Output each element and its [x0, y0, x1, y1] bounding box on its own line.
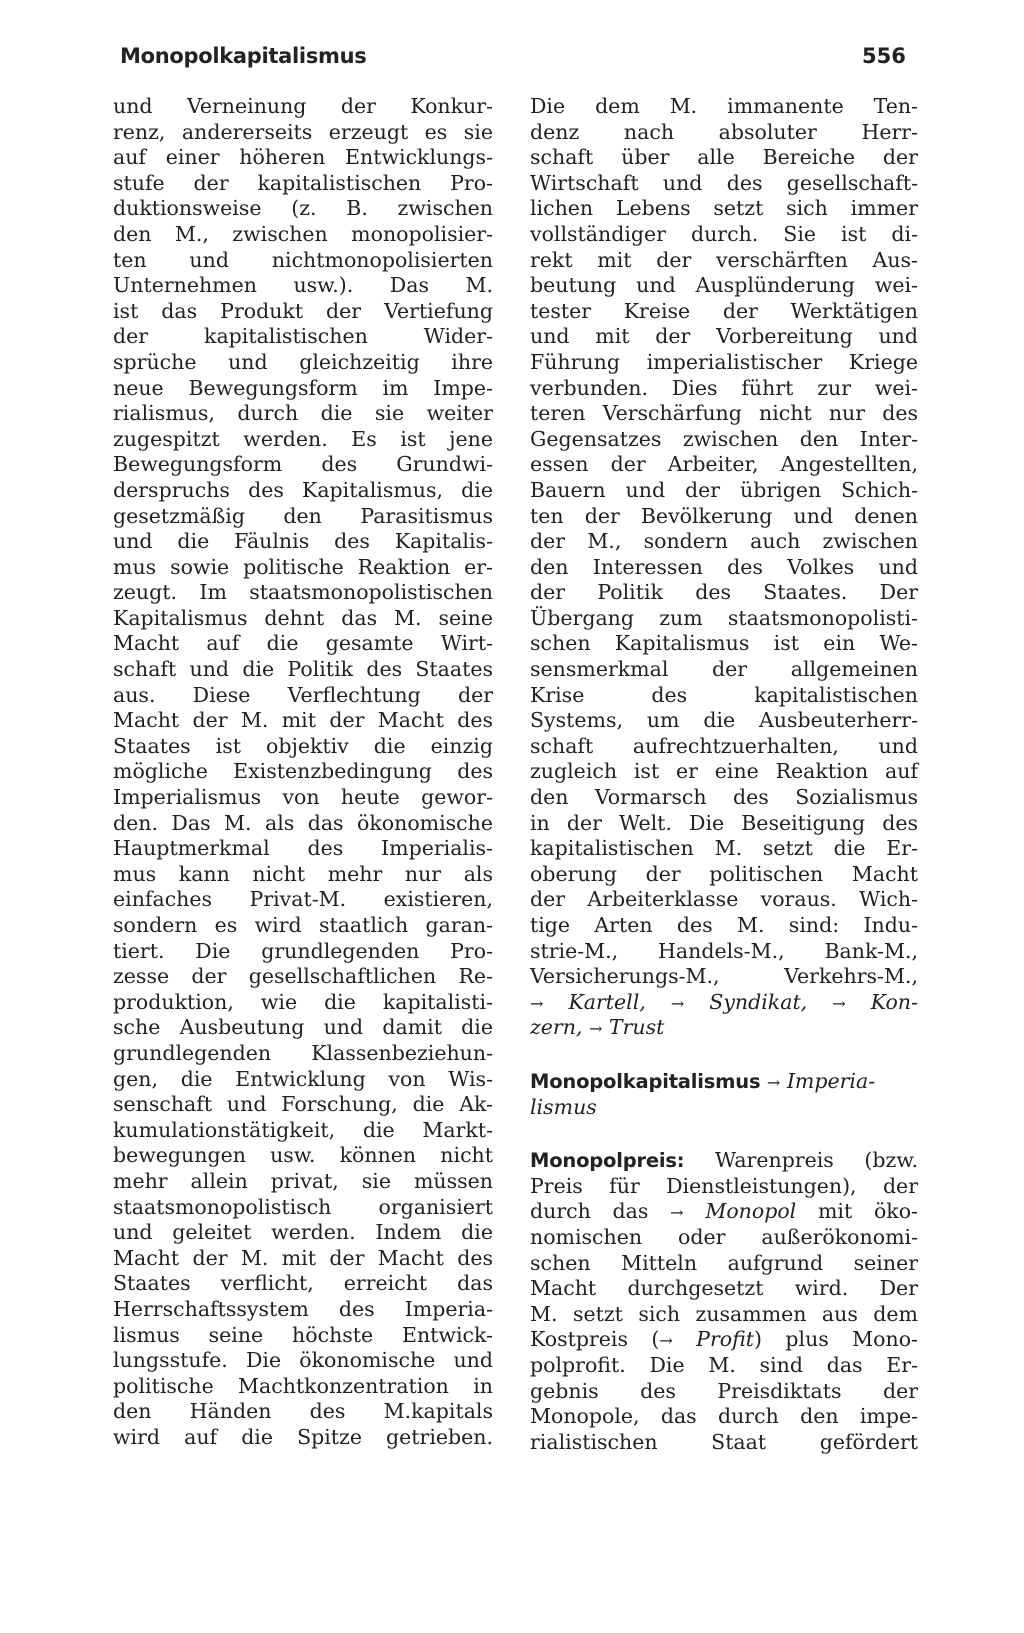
- page-number: 556: [862, 44, 906, 68]
- text-line: sondern es wird staatlich garan-: [113, 913, 493, 937]
- text-line: renz, andererseits erzeugt es sie: [113, 119, 493, 144]
- text-line: Macht durchgesetzt wird. Der: [530, 1276, 918, 1301]
- text-line: und Verneinung der Konkur-: [113, 94, 493, 118]
- text-line: auf einer höheren Entwicklungs-: [113, 145, 493, 170]
- text-line: den Händen des M.kapitals: [113, 1399, 493, 1424]
- text-line: der kapitalistischen Wider-: [113, 324, 493, 349]
- text-line: mus sowie politische Reaktion er-: [113, 554, 493, 579]
- text-line: und mit der Vorbereitung und: [530, 324, 918, 349]
- text-line: schaft und die Politik des Staates: [113, 657, 493, 682]
- text-line: Macht der M. mit der Macht des: [113, 1245, 493, 1270]
- text-line: sche Ausbeutung und damit die: [113, 1015, 493, 1040]
- text-line: Preis für Dienstleistungen), der: [530, 1173, 918, 1198]
- text-line: Übergang zum staatsmonopolisti-: [530, 605, 918, 630]
- text-line: staatsmonopolistisch organisiert: [113, 1194, 493, 1219]
- text-line: kumulationstätigkeit, die Markt-: [113, 1117, 493, 1142]
- text-line: ten und nichtmonopolisierten: [113, 247, 493, 272]
- entry-line: [530, 1095, 918, 1121]
- right-column: [530, 94, 918, 1455]
- text-line: neue Bewegungsform im Impe-: [113, 375, 493, 400]
- entry-monopolpreis: [530, 1148, 918, 1455]
- text-line: polprofit. Die M. sind das Er-: [530, 1352, 918, 1377]
- text-line: rialismus, durch die sie weiter: [113, 401, 493, 426]
- text-line: zugleich ist er eine Reaktion auf: [530, 759, 918, 784]
- text-line: den Interessen des Volkes und: [530, 554, 918, 579]
- crossref-konzern[interactable]: zern,: [530, 1015, 583, 1040]
- text-line: mögliche Existenzbedingung des: [113, 759, 493, 784]
- text-line: schaft über alle Bereiche der: [530, 145, 918, 170]
- crossref-line: [530, 990, 918, 1016]
- text-line: lungsstufe. Die ökonomische und: [113, 1348, 493, 1373]
- entry-line: [530, 1148, 918, 1174]
- text-line: Unternehmen usw.). Das M.: [113, 273, 493, 298]
- left-column: [113, 94, 493, 1450]
- text-line: schaft aufrechtzuerhalten, und: [530, 733, 918, 758]
- text-line: Kapitalismus dehnt das M. seine: [113, 605, 493, 630]
- text-line: tiert. Die grundlegenden Pro-: [113, 938, 493, 963]
- text-line: derspruchs des Kapitalismus, die: [113, 477, 493, 502]
- text-line: nomischen oder außerökonomi-: [530, 1224, 918, 1249]
- arrow-icon: →: [588, 1019, 603, 1039]
- crossref-imperialismus[interactable]: lismus: [530, 1094, 597, 1119]
- entry-text: ) plus Mono-: [754, 1327, 918, 1352]
- text-line: Herrschaftssystem des Imperia-: [113, 1296, 493, 1321]
- text-line: stufe der kapitalistischen Pro-: [113, 170, 493, 195]
- entry-term: Monopolpreis:: [530, 1149, 685, 1173]
- text-line: tige Arten des M. sind: Indu-: [530, 913, 918, 937]
- text-line: vollständiger durch. Sie ist di-: [530, 221, 918, 246]
- text-line: Monopole, das durch den impe-: [530, 1404, 918, 1429]
- text-line: beutung und Ausplünderung wei-: [530, 273, 918, 298]
- arrow-icon: →: [530, 993, 544, 1013]
- crossref-syndikat[interactable]: Syndikat,: [709, 989, 808, 1014]
- text-line: der M., sondern auch zwischen: [530, 529, 918, 554]
- text-line: essen der Arbeiter, Angestellten,: [530, 452, 918, 477]
- text-line: einfaches Privat-M. existieren,: [113, 887, 493, 912]
- text-line: gen, die Entwicklung von Wis-: [113, 1066, 493, 1091]
- text-line: den M., zwischen monopolisier-: [113, 221, 493, 246]
- arrow-icon: →: [832, 993, 846, 1013]
- text-line: schen Mitteln aufgrund seiner: [530, 1250, 918, 1275]
- entry-text: Warenpreis (bzw.: [715, 1148, 918, 1173]
- text-line: senschaft und Forschung, die Ak-: [113, 1092, 493, 1117]
- text-line: lismus seine höchste Entwick-: [113, 1322, 493, 1347]
- text-line: der Politik des Staates. Der: [530, 580, 918, 605]
- text-line: Versicherungs-M., Verkehrs-M.,: [530, 964, 918, 989]
- crossref-kartell[interactable]: Kartell,: [568, 989, 646, 1014]
- crossref-konzern[interactable]: Kon-: [870, 989, 918, 1014]
- entry-text: mit öko-: [817, 1199, 918, 1224]
- arrow-icon: →: [670, 1203, 684, 1223]
- entry-term: Monopolkapitalismus: [530, 1069, 761, 1093]
- text-line: und geleitet werden. Indem die: [113, 1220, 493, 1245]
- text-line: Die dem M. immanente Ten-: [530, 94, 918, 118]
- text-line: gebnis des Preisdiktats der: [530, 1378, 918, 1403]
- text-line: rialistischen Staat gefördert: [530, 1429, 918, 1454]
- text-line: strie-M., Handels-M., Bank-M.,: [530, 938, 918, 963]
- entry-text: Kostpreis (: [530, 1327, 660, 1352]
- text-line: in der Welt. Die Beseitigung des: [530, 810, 918, 835]
- text-line: den. Das M. als das ökonomische: [113, 810, 493, 835]
- crossref-line: [530, 1015, 918, 1041]
- text-line: Staates verflicht, erreicht das: [113, 1271, 493, 1296]
- text-line: teren Verschärfung nicht nur des: [530, 401, 918, 426]
- crossref-profit[interactable]: Profit: [696, 1327, 755, 1352]
- crossref-imperialismus[interactable]: Imperia-: [786, 1068, 876, 1093]
- text-line: Staates ist objektiv die einzig: [113, 733, 493, 758]
- text-line: Krise des kapitalistischen: [530, 682, 918, 707]
- text-line: rekt mit der verschärften Aus-: [530, 247, 918, 272]
- entry-line: [530, 1327, 918, 1353]
- text-line: Macht auf die gesamte Wirt-: [113, 631, 493, 656]
- text-line: Wirtschaft und des gesellschaft-: [530, 170, 918, 195]
- text-line: politische Machtkonzentration in: [113, 1373, 493, 1398]
- text-line: Bauern und der übrigen Schich-: [530, 477, 918, 502]
- text-line: denz nach absoluter Herr-: [530, 119, 918, 144]
- text-line: zugespitzt werden. Es ist jene: [113, 426, 493, 451]
- text-line: Gegensatzes zwischen den Inter-: [530, 426, 918, 451]
- text-line: und die Fäulnis des Kapitalis-: [113, 529, 493, 554]
- text-line: Systems, um die Ausbeuterherr-: [530, 708, 918, 733]
- arrow-icon: →: [670, 993, 685, 1013]
- text-line: verbunden. Dies führt zur wei-: [530, 375, 918, 400]
- text-line: Macht der M. mit der Macht des: [113, 708, 493, 733]
- text-line: den Vormarsch des Sozialismus: [530, 785, 918, 810]
- text-line: aus. Diese Verflechtung der: [113, 682, 493, 707]
- text-line: produktion, wie die kapitalisti-: [113, 989, 493, 1014]
- text-line: gesetzmäßig den Parasitismus: [113, 503, 493, 528]
- running-header-title: Monopolkapitalismus: [120, 44, 367, 68]
- text-line: bewegungen usw. können nicht: [113, 1143, 493, 1168]
- text-line: oberung der politischen Macht: [530, 861, 918, 886]
- entry-line: [530, 1199, 918, 1225]
- text-line: Bewegungsform des Grundwi-: [113, 452, 493, 477]
- entry-text: durch das: [530, 1199, 649, 1224]
- text-line: sprüche und gleichzeitig ihre: [113, 349, 493, 374]
- text-line: M. setzt sich zusammen aus dem: [530, 1301, 918, 1326]
- text-line: Hauptmerkmal des Imperialis-: [113, 836, 493, 861]
- text-line: duktionsweise (z. B. zwischen: [113, 196, 493, 221]
- text-line: der Arbeiterklasse voraus. Wich-: [530, 887, 918, 912]
- entry-line: [530, 1069, 918, 1095]
- text-line: Führung imperialistischer Kriege: [530, 349, 918, 374]
- text-line: mus kann nicht mehr nur als: [113, 861, 493, 886]
- text-line: kapitalistischen M. setzt die Er-: [530, 836, 918, 861]
- crossref-trust[interactable]: Trust: [608, 1015, 665, 1040]
- arrow-icon: →: [659, 1331, 673, 1351]
- text-line: tester Kreise der Werktätigen: [530, 298, 918, 323]
- arrow-icon: →: [766, 1072, 781, 1092]
- text-line: ten der Bevölkerung und denen: [530, 503, 918, 528]
- text-line: lichen Lebens setzt sich immer: [530, 196, 918, 221]
- text-line: zeugt. Im staatsmonopolistischen: [113, 580, 493, 605]
- text-line: zesse der gesellschaftlichen Re-: [113, 964, 493, 989]
- text-line: grundlegenden Klassenbeziehun-: [113, 1040, 493, 1065]
- text-line: sensmerkmal der allgemeinen: [530, 657, 918, 682]
- text-line: Imperialismus von heute gewor-: [113, 785, 493, 810]
- entry-monopolkapitalismus: [530, 1069, 918, 1120]
- text-line: mehr allein privat, sie müssen: [113, 1168, 493, 1193]
- text-line: schen Kapitalismus ist ein We-: [530, 631, 918, 656]
- crossref-monopol[interactable]: Monopol: [705, 1199, 797, 1224]
- text-line: wird auf die Spitze getrieben.: [113, 1424, 493, 1449]
- text-line: ist das Produkt der Vertiefung: [113, 298, 493, 323]
